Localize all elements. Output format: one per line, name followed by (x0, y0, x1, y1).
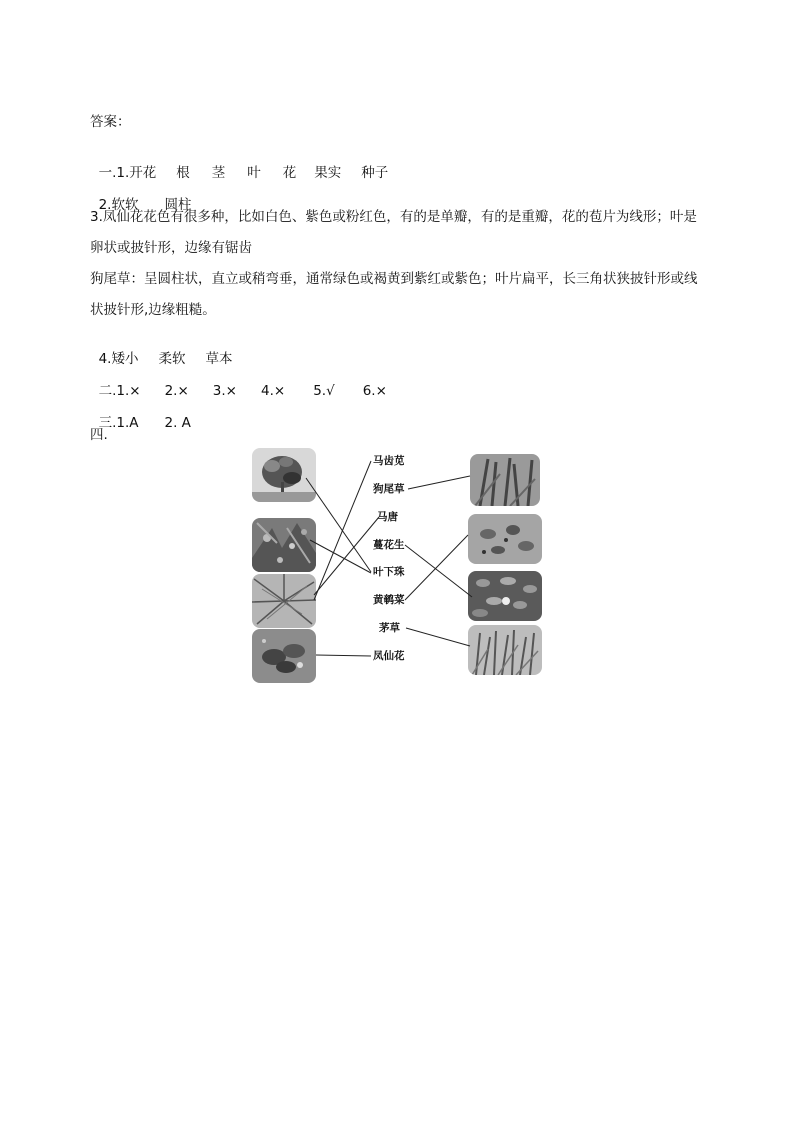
matching-lines (240, 440, 560, 690)
plant-name-label: 凤仙花 (373, 650, 405, 662)
plant-name-label: 狗尾草 (373, 483, 405, 495)
matching-diagram (240, 440, 560, 690)
answer-item: 叶 (247, 165, 261, 181)
answer-item: 开花 (129, 165, 157, 181)
match-line (405, 535, 468, 600)
section-number: 二. (98, 383, 117, 399)
answer-item: 根 (176, 165, 190, 181)
match-line (408, 476, 470, 489)
q-number: 一.1. (98, 165, 130, 181)
answers-title: 答案： (90, 114, 131, 130)
answer-item: 5.√ (313, 383, 335, 399)
match-line (306, 478, 371, 572)
answer-1-3b: 狗尾草：呈圆柱状，直立或稍弯垂，通常绿色或褐黄到紫红或紫色；叶片扁平，长三角状狭披针形或线状披针形,边缘粗糙。 (90, 271, 698, 318)
answer-item: 种子 (361, 165, 389, 181)
answer-item: 3.× (212, 383, 237, 399)
answer-item: 圆柱 (164, 197, 192, 213)
match-line (316, 655, 371, 656)
section-4-heading: 四. (90, 427, 108, 443)
section-number: 三. (98, 415, 117, 431)
match-line (310, 540, 371, 573)
answer-item: 茎 (211, 165, 226, 181)
match-line (314, 461, 371, 600)
answer-item: 6.× (362, 383, 387, 399)
answer-item: 4.× (261, 383, 286, 399)
match-line (406, 628, 470, 646)
answer-item: 柔软 (158, 351, 186, 367)
answer-item: 草本 (205, 351, 233, 367)
plant-name-label: 马齿苋 (373, 455, 405, 467)
answer-item: 软软 (111, 197, 139, 213)
plant-name-label: 叶下珠 (373, 566, 405, 578)
answer-item: 2.× (164, 383, 189, 399)
answer-item: 2. A (164, 415, 191, 431)
answer-item: 1.A (116, 415, 139, 431)
answer-2 (90, 364, 387, 400)
plant-name-label: 黄鹌菜 (373, 594, 405, 606)
answer-1-4 (90, 332, 232, 368)
answer-item: 花 (282, 165, 297, 181)
plant-name-label: 蔓花生 (373, 539, 405, 551)
q-number: 2. (98, 197, 112, 213)
plant-name-label: 茅草 (379, 622, 400, 634)
match-line (314, 517, 379, 595)
answer-1-1 (90, 146, 388, 182)
answer-item: 矮小 (111, 351, 139, 367)
answer-item: 1.× (116, 383, 141, 399)
answer-item: 果实 (314, 165, 342, 181)
answer-1-3a: 3.凤仙花花色有很多种，比如白色、紫色或粉红色，有的是单瓣，有的是重瓣，花的苞片为线形；叶是卵状或披针形，边缘有锯齿 (90, 209, 697, 256)
q-number: 4. (98, 351, 112, 367)
plant-name-label: 马唐 (377, 511, 398, 523)
